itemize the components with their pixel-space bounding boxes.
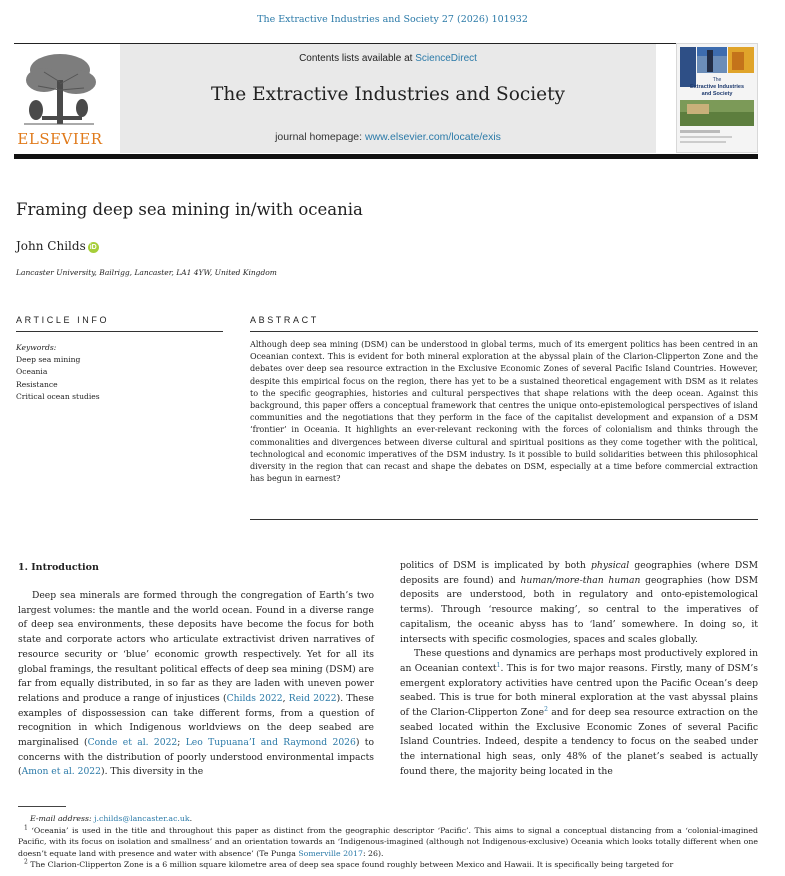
- section-heading-introduction: 1. Introduction: [18, 562, 99, 573]
- abstract-bottom-rule: [250, 519, 758, 520]
- svg-text:The: The: [712, 77, 722, 83]
- contents-prefix: Contents lists available at: [299, 53, 416, 64]
- footnote-1: $^1$ ‘Oceania’ is used in the title and throughout this paper as distinct from the geographic descriptor ‘Pacific’. This aims to signal a conceptual distancing from a ‘colonial-imagined Pacific, with its focus on isolation and smallness’ and an orientation towards an ‘Indigenous-imagined (although not Indigenous-exclusive) Oceania which looks totally different when one doesn’t equate land with presence and water with absence’ (Te Punga Somerville 2017: 26).: [18, 824, 758, 858]
- keyword-item: Oceania: [16, 367, 48, 377]
- keywords-label: Keywords:: [16, 343, 57, 352]
- svg-text:Extractive Industries: Extractive Industries: [689, 84, 745, 90]
- journal-title: The Extractive Industries and Society: [211, 84, 565, 105]
- citation-link[interactable]: Reid 2022: [288, 692, 337, 704]
- abstract-top-rule: [250, 331, 758, 332]
- journal-cover-image[interactable]: [676, 43, 758, 153]
- citation-link[interactable]: Somerville 2017: [298, 848, 363, 858]
- footnote-2: $^2$ The Clarion-Clipperton Zone is a 6 million square kilometre area of deep sea space found roughly between Mexico and Hawaii. It is specifically being targeted for: [24, 858, 674, 870]
- body-paragraph: politics of DSM is implicated by both physical geographies (where DSM deposits are found) and human/more-than human geographies (how DSM deposits are understood, both in regulatory and onto-epistemological terms). Through ‘resource making’, so central to the imperatives of capitalism, the oceanic abyss has to ‘land’ somewhere. In doing so, it intersects with specific cosmologies, spaces and scales globally.: [400, 560, 758, 645]
- article-title: Framing deep sea mining in/with oceania: [16, 200, 363, 219]
- contents-availability-line: [120, 53, 656, 64]
- journal-citation[interactable]: The Extractive Industries and Society 27 (2026) 101932: [257, 14, 528, 25]
- sciencedirect-link[interactable]: ScienceDirect: [415, 53, 477, 64]
- footnote-ref[interactable]: 1: [496, 661, 501, 669]
- citation-link[interactable]: Conde et al. 2022: [87, 737, 178, 749]
- orcid-icon[interactable]: iD: [89, 244, 97, 251]
- abstract-heading: ABSTRACT: [250, 315, 319, 325]
- journal-homepage-link[interactable]: www.elsevier.com/locate/exis: [364, 131, 501, 143]
- body-left-column: Deep sea minerals are formed through the congregation of Earth’s two largest volumes: the mantle and the world ocean. Found in a diverse range of deep sea environments, these deposits have become the focus for both state and corporate actors who articulate extractivist driven narratives of resource security or ‘blue’ economic growth respectively. Yet for all its global framings, the resultant political effects of deep sea mining (DSM) are far from equally distributed, in so far as they are laden with uneven power relations and produce a range of injustices (Childs 2022, Reid 2022). These examples of dispossession can take different forms, from a question of recognition in which Indigenous worldviews on the deep seabed are marginalised (Conde et al. 2022; Leo Tupuana’I and Raymond 2026) to concerns with the distribution of poorly understood environmental impacts (Amon et al. 2022). This diversity in the: [18, 590, 374, 778]
- author-line: [16, 239, 99, 253]
- article-info-rule: [16, 331, 223, 332]
- author-affiliation: Lancaster University, Bailrigg, Lancaster, LA1 4YW, United Kingdom: [16, 268, 277, 277]
- abstract-text: Although deep sea mining (DSM) can be understood in global terms, much of its emergent politics has been centred in an Oceanian context. This is evident for both mineral exploration at the abyssal plain of the Clarion-Clipperton Zone and the debates over deep sea resource extraction in the Exclusive Economic Zones of several Pacific Island Countries. However, despite this empirical focus on the region, there has yet to be a sustained theoretical engagement with DSM as it relates to the specific geographies, histories and cultural perspectives that shape relations with the deep ocean. Against this background, this paper offers a conceptual framework that centres the unique onto-epistemological perspectives of island communities and the negotiations that they perform in the face of the capitalist development and expansion of a DSM ‘frontier’ in Oceania. It highlights an ever-relevant reckoning with the forces of colonialism and thinks through the commonalities and divergences between diverse cultural and spiritual positions as they come together with the political, technological and economic imperatives of the DSM industry. Is it possible to build solidarities between this philosophical diversity in the region that can recast and shape the debates on DSM, especially at a time before commercial extraction has begun in earnest?: [250, 339, 758, 484]
- keyword-item: Resistance: [16, 379, 58, 389]
- homepage-prefix: journal homepage:: [275, 131, 365, 143]
- citation-link[interactable]: Amon et al. 2022: [21, 766, 101, 778]
- citation-link[interactable]: Leo Tupuana’I and Raymond 2026: [185, 737, 356, 749]
- article-info-heading: ARTICLE INFO: [16, 315, 110, 325]
- header-bottom-rule: [14, 154, 758, 159]
- cover-artwork-icon: [677, 44, 757, 152]
- footnote-rule: [18, 806, 66, 807]
- svg-text:and Society: and Society: [701, 91, 733, 97]
- journal-homepage-line: [120, 131, 656, 143]
- body-paragraph: These questions and dynamics are perhaps most productively explored in an Oceanian context$^1$. This is for two major reasons. Firstly, many of DSM’s emergent exploratory activities have centred upon the Pacific Ocean’s deep seabed. This is true for both mineral exploration at the vast abyssal plains of the Clarion-Clipperton Zone$^2$ and for deep sea resource extraction on the seabed located within the Exclusive Economic Zones of several Pacific Island Countries. Indeed, despite a tendency to focus on the seabed under the international high seas, only 48% of the planet’s seabed is actually found there, the majority being located in the: [400, 648, 758, 777]
- author-email-link[interactable]: j.childs@lancaster.ac.uk: [94, 814, 190, 823]
- author-email-line: E-mail address: j.childs@lancaster.ac.uk.: [30, 814, 193, 823]
- keyword-item: Critical ocean studies: [16, 391, 100, 401]
- footnotes: [18, 813, 758, 871]
- footnote-ref[interactable]: 2: [544, 705, 548, 713]
- author-name[interactable]: John Childs: [16, 239, 86, 253]
- citation-link[interactable]: Childs 2022: [226, 692, 283, 704]
- body-right-column: [400, 559, 758, 780]
- keyword-item: Deep sea mining: [16, 355, 81, 365]
- keywords-list: [16, 342, 100, 403]
- elsevier-wordmark: ELSEVIER: [17, 130, 103, 148]
